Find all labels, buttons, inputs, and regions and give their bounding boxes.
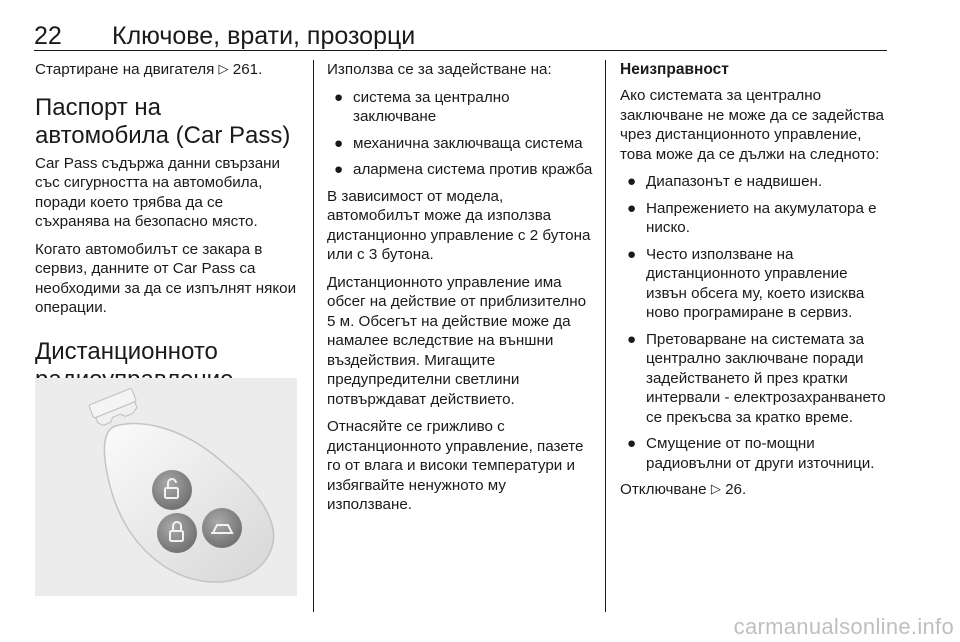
malfunction-intro: Ако системата за централно заключване не може да се задейства чрез дистанционното управление, това може да се дължи на следното: <box>620 87 884 163</box>
remote-heading: Дистанционното <box>35 337 218 365</box>
usage-intro: Използва се за задействане на: <box>327 61 552 78</box>
bullet-icon: ● <box>334 134 344 152</box>
malfunction-list <box>620 172 888 473</box>
list-item: ● система за централно заключване <box>334 88 510 125</box>
buttons-paragraph: В зависимост от модела, автомобилът може да използва дистанционно управление с 2 бутона или с 3 бутона. <box>327 187 591 263</box>
chapter-title: Ключове, врати, прозорци <box>112 22 416 50</box>
column-1 <box>35 60 300 398</box>
column-divider-1 <box>313 60 314 612</box>
key-fob-illustration <box>35 378 297 596</box>
bullet-icon: ● <box>627 199 637 217</box>
list-item: ● Диапазонът е надвишен. <box>627 173 823 190</box>
list-item: ● Често използване на дистанционното управление извън обсега му, което изисква ново програмиране в сервиз. <box>627 245 865 321</box>
column-2 <box>327 60 595 523</box>
list-item: ● алармена система против кражба <box>334 161 593 178</box>
bullet-icon: ● <box>627 330 637 348</box>
list-item: ● Претоварване на системата за централно заключване поради задействането й през кратки интервали - електрозахранването се прекъсва за кратко време. <box>627 330 886 426</box>
car-pass-heading: Паспорт на автомобила (Car Pass) <box>35 93 291 149</box>
car-pass-paragraph-2: Когато автомобилът се закара в сервиз, данните от Car Pass са необходими за да се изпълнят някои операции. <box>35 240 297 316</box>
bullet-icon: ● <box>627 173 637 190</box>
page-ref-link[interactable]: 26. <box>725 481 747 498</box>
header-rule <box>34 50 887 51</box>
care-paragraph: Отнасяйте се грижливо с дистанционното управление, пазете го от влага и високи температури и избягвайте ненужното му използване. <box>327 418 584 513</box>
column-divider-2 <box>605 60 606 612</box>
bullet-icon: ● <box>627 435 637 452</box>
list-item: ● Напрежението на акумулатора е ниско. <box>627 199 877 236</box>
list-item: ● Смущение от по-мощни радиовълни от други източници. <box>627 435 875 472</box>
page-ref-link[interactable]: 261. <box>232 61 263 78</box>
triangle-ref-icon: ▷ <box>710 481 721 496</box>
bullet-icon: ● <box>334 161 344 178</box>
usage-list <box>327 88 595 180</box>
bullet-icon: ● <box>627 245 637 263</box>
unlocking-ref: Отключване ▷ 26. <box>620 481 747 498</box>
bullet-icon: ● <box>334 88 344 106</box>
page-header <box>34 22 886 52</box>
range-paragraph: Дистанционното управление има обсег на действие от приблизително 5 м. Обсегът на действие може да намалее вследствие на външни въздействия. Мигащите предупредителни светлини потвърждават действието. <box>327 273 587 408</box>
triangle-ref-icon: ▷ <box>218 61 229 76</box>
key-fob-icon <box>35 378 297 596</box>
page-number: 22 <box>34 22 62 50</box>
list-item: ● механична заключваща система <box>334 134 583 152</box>
engine-start-ref: Стартиране на двигателя ▷ 261. <box>35 61 263 78</box>
watermark: carmanualsonline.info <box>733 614 954 639</box>
column-3 <box>620 60 888 508</box>
car-pass-paragraph-1: Car Pass съдържа данни свързани със сигурността на автомобила, поради което трябва да се съхранява на безопасно място. <box>35 154 281 230</box>
malfunction-heading: Неизправност <box>620 61 729 78</box>
